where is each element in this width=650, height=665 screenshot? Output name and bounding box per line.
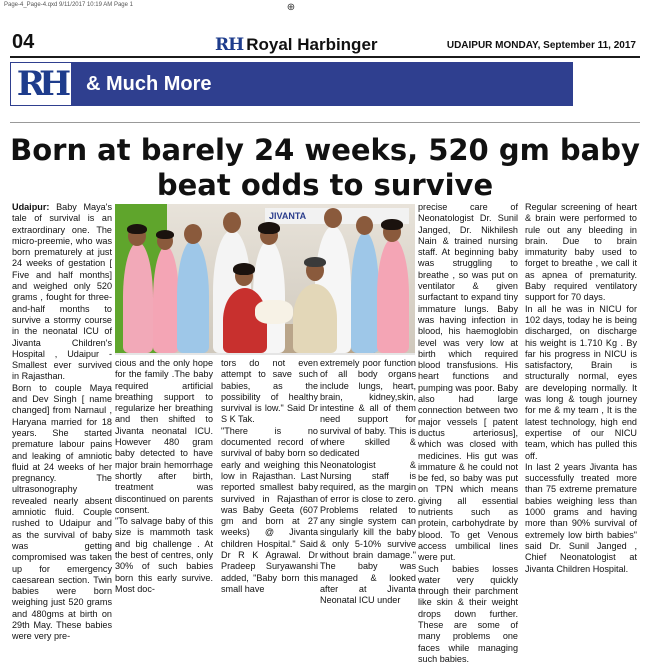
photo-person-hair: [127, 224, 147, 234]
photo-person: [123, 242, 153, 353]
column-text: precise care of Neonatologist Dr. Sunil Janged, Dr. Nikhilesh Nain & trained nursing staff. At beginning baby was struggling to breathe , so was put on ventilator & given surfactant to expand tiny immature lungs. Baby was having infection in blood, his haemoglobin level was very low at birth which required blood transfusions. His heart functions and pumping was poor. Baby also had large connection between two major vessels [ patent ductus arteriosus], which was closed with medicines. His gut was immature & he could not be fed, so baby was put on TPN which means giving all essential nutrients such as protein, carbohydrate by blood. To get Venous access umbilical lines were put.: [418, 202, 518, 564]
photo-person-head: [184, 224, 202, 244]
section-rule: [10, 122, 640, 123]
registration-mark-icon: ⊕: [285, 2, 297, 14]
photo-person-head: [223, 212, 241, 233]
dateline-lead: Udaipur:: [12, 202, 49, 212]
dateline: UDAIPUR MONDAY, September 11, 2017: [447, 40, 636, 51]
photo-father: [293, 284, 337, 353]
article-photo: [115, 204, 415, 353]
article-column-1: [12, 202, 112, 494]
photo-person: [153, 246, 179, 353]
page-number: 04: [12, 31, 34, 54]
photo-mother-hair: [233, 263, 255, 275]
photo-father-cap: [304, 257, 326, 267]
photo-person: [177, 240, 209, 353]
rh-logo: RH: [215, 35, 243, 55]
section-rh-logo: RH: [10, 62, 72, 106]
column-text: In last 2 years Jivanta has successfully treated more than 75 extreme premature babies weighing less than 1000 grams and having more than 90% survival of extremely low birth babies" said Dr. Sunil Janged , Chief Neonatologist at Jivanta Children Hospital.: [525, 462, 637, 575]
photo-hospital-banner: JIVANTA: [265, 208, 409, 224]
column-text: extremely poor function of all body organs include lungs, heart, brain, kidney,skin, intestine & all of them need support for survival of baby. This is where skilled & dedicated Neonatologist & Nursing staff is required, as the margin of error is close to zero. Problems related to any single system can singularly kill the baby & only 5-10% survive without brain damage." The baby was managed & looked after at Jivanta Neonatal ICU under: [320, 358, 416, 607]
photo-person-hair: [156, 230, 174, 239]
masthead: [215, 34, 378, 56]
article-column-6: [525, 202, 637, 494]
section-title: & Much More: [86, 70, 212, 98]
column-text: cious and the only hope for the family .The baby required artificial breathing support to regularize her breathing and then shifted to Jivanta neonatal ICU. However 480 gram baby detected to have major brain hemorrhage shortly after birth, treatment was discontinued on parents consent.: [115, 358, 213, 516]
article-column-4: [320, 358, 416, 494]
photo-person-hair: [381, 219, 403, 230]
column-text: "To salvage baby of this size is mammoth task and big challenge . At the best of centres, only 30% of such babies born this early survive. Most doc-: [115, 516, 213, 595]
column-text: Born to couple Maya and Dev Singh [ name changed] from Narnaul , Haryana married for 18 years. She started premature labour pains and leaking of amniotic fluid at 24 weeks of her pregnancy. The ultrasonography revealed nearly absent amniotic fluid. Couple rushed to Udaipur and as the survival of baby was getting compromised was taken up for emergency caesarean section. Twin babies were born weighing just 520 grams and 480gms at birth on 29th May. These babies were very pre-: [12, 383, 112, 643]
column-text: Baby Maya's tale of survival is an extraordinary one. The micro-preemie, who was born prematurely at just 24 weeks of gestation [ Five and half months] and weighed only 520 grams , fought for three-and-half months to survive a stormy course in the neonatal ICU of Jivanta Children's Hospital , Udaipur - Smallest ever survived in Rajasthan.: [12, 202, 112, 381]
photo-person-head: [324, 208, 342, 228]
article-headline: Born at barely 24 weeks, 520 gm baby beat odds to survive: [10, 133, 640, 203]
article-column-5: [418, 202, 518, 494]
column-text: tors do not even attempt to save such babies, as the possibility of healthy survival is low." Said Dr S K Tak.: [221, 358, 318, 426]
masthead-rule: [10, 56, 640, 58]
article-column-3: [221, 358, 318, 494]
photo-person: [351, 232, 379, 353]
column-text: Regular screening of heart & brain were performed to rule out any bleeding in brain. Due to brain immaturity baby used to forget to breathe , we call it as apnea of prematurity. Baby required ventilatory support for 70 days.: [525, 202, 637, 304]
column-text: Such babies losses water very quickly through their parchment like skin & their weight drops down further. These are some of many problems one faces while managing such babies.: [418, 564, 518, 665]
photo-bottom-edge: [115, 353, 415, 355]
photo-person: [377, 238, 409, 353]
article-column-2: [115, 358, 213, 494]
newspaper-title: Royal Harbinger: [246, 35, 377, 55]
column-text: In all he was in NICU for 102 days, today he is being discharged, on discharge his weight is 1.710 Kg . By far his progress in NICU is satisfactory, Brain is structurally normal, eyes are developing normally. It was long & tough journey for me & my team , It is the latest technology, high end expertise of our NICU team, which has pulled this off.: [525, 304, 637, 462]
photo-person-head: [356, 216, 373, 235]
photo-baby: [255, 300, 293, 324]
column-text: "There is no documented record of survival of baby born so early and weighing this low in Rajasthan. Last reported smallest baby survived in Rajasthan was Baby Geeta (607 gm and born at 27 weeks) @ Jivanta children Hospital." Said Dr R K Agrawal. Dr Pradeep Suryawanshi added, "Baby born this small have: [221, 426, 318, 595]
print-slug: Page-4_Page-4.qxd 9/11/2017 10:19 AM Page 1: [4, 2, 644, 12]
photo-person-hair: [258, 222, 280, 234]
